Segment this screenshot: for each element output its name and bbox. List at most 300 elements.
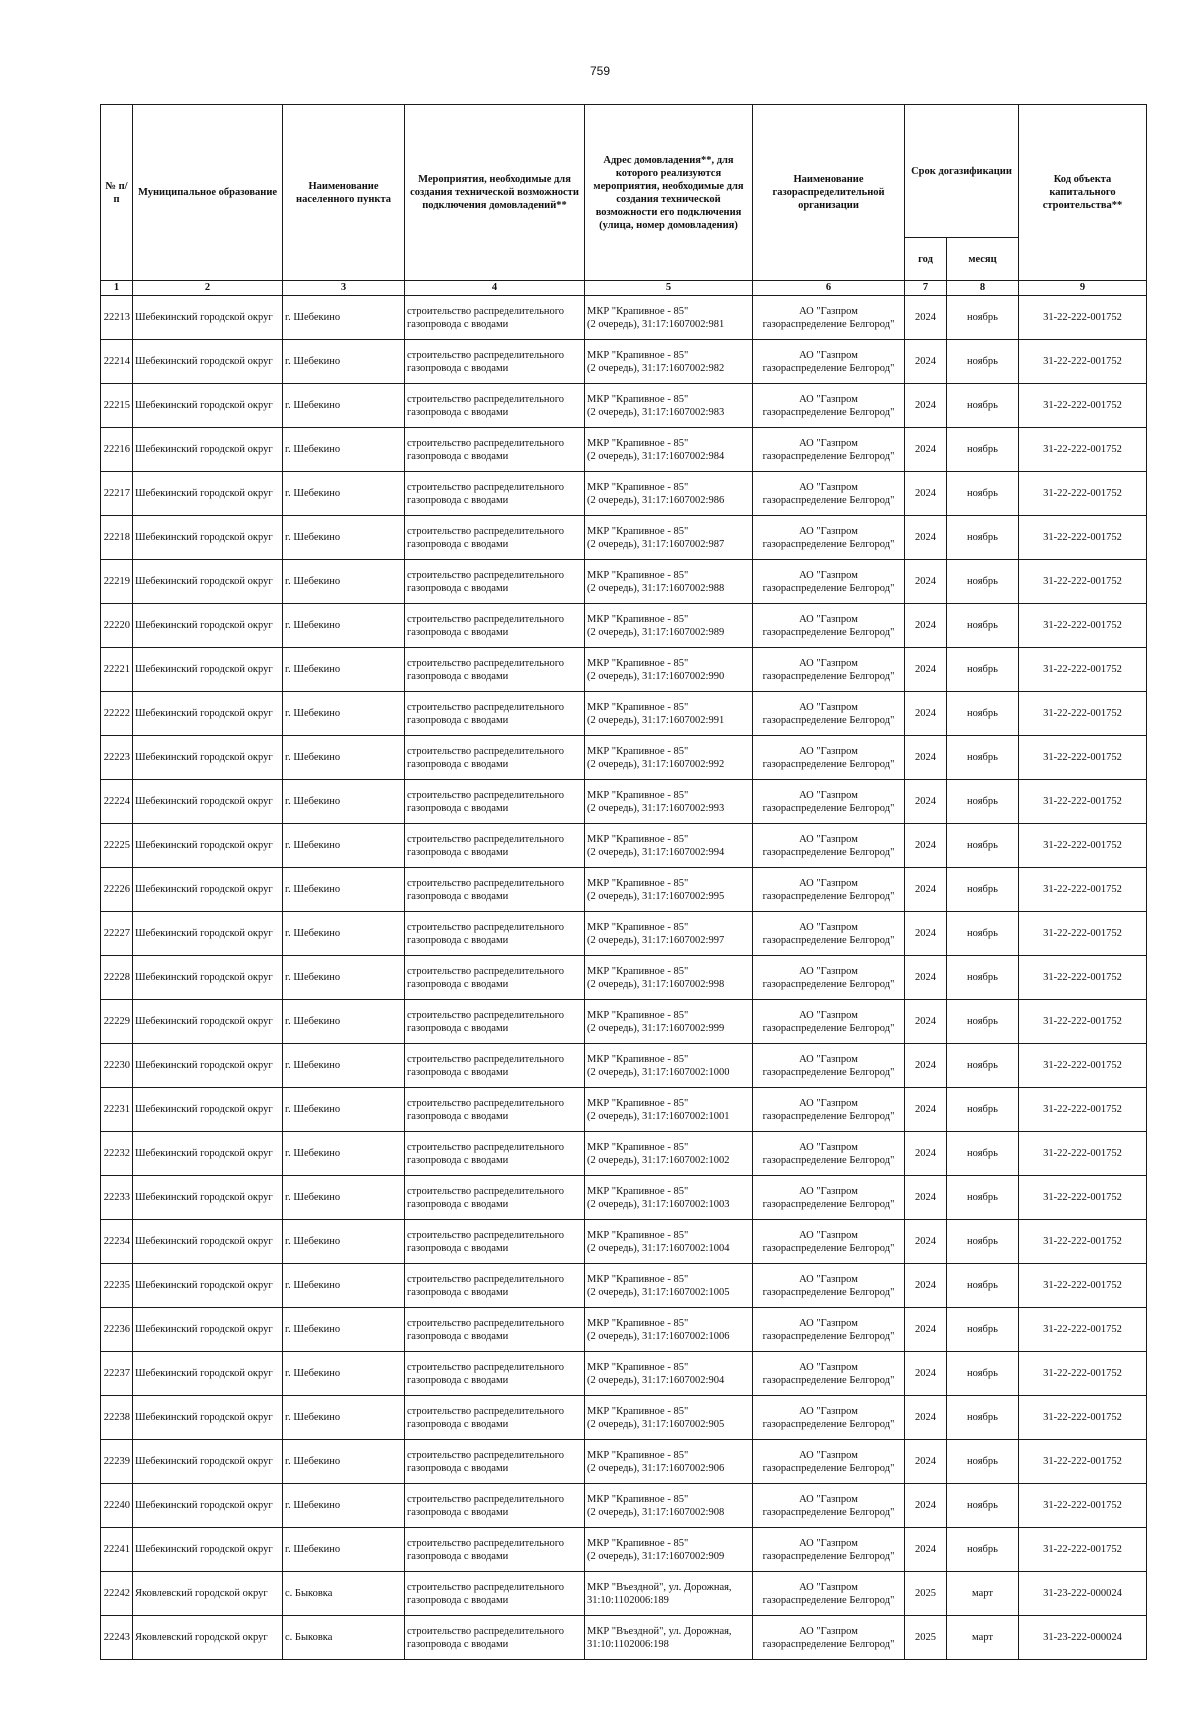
cell-measures-text: строительство распределительного газопровода с вводами — [407, 701, 565, 726]
cell-year — [905, 1264, 947, 1308]
cell-month-text: ноябрь — [967, 576, 998, 587]
cell-year-text: 2024 — [915, 444, 936, 455]
cell-code-text: 31-22-222-001752 — [1043, 708, 1122, 719]
cell-address-text: МКР "Крапивное - 85" — [587, 1141, 689, 1153]
cell-address-text: (2 очередь), 31:17:1607002:1000 — [587, 1066, 730, 1078]
cell-municipality — [133, 296, 283, 340]
cell-address — [585, 1572, 753, 1616]
cell-code-text: 31-22-222-001752 — [1043, 972, 1122, 983]
cell-address-text: 31:10:1102006:198 — [587, 1638, 669, 1650]
cell-organization-text: газораспределение Белгород" — [762, 714, 895, 726]
cell-month — [947, 868, 1019, 912]
cell-address-text: (2 очередь), 31:17:1607002:992 — [587, 758, 725, 770]
cell-municipality — [133, 1352, 283, 1396]
cell-year-text: 2024 — [915, 620, 936, 631]
cell-address — [585, 824, 753, 868]
cell-municipality-text: Шебекинский городской округ — [135, 972, 273, 983]
cell-organization-text: АО "Газпром — [799, 1273, 858, 1285]
cell-month — [947, 340, 1019, 384]
cell-organization-text: АО "Газпром — [799, 789, 858, 801]
cell-address — [585, 340, 753, 384]
cell-month-text: ноябрь — [967, 1368, 998, 1379]
cell-municipality-text: Шебекинский городской округ — [135, 1368, 273, 1379]
cell-settlement — [283, 1264, 405, 1308]
cell-number — [101, 736, 133, 780]
cell-settlement — [283, 340, 405, 384]
cell-municipality-text: Шебекинский городской округ — [135, 664, 273, 675]
cell-organization-text: газораспределение Белгород" — [762, 626, 895, 638]
table-row — [101, 1044, 1147, 1088]
cell-year — [905, 692, 947, 736]
cell-month — [947, 1528, 1019, 1572]
cell-code — [1019, 692, 1147, 736]
cell-organization-text: АО "Газпром — [799, 305, 858, 317]
cell-organization-text: газораспределение Белгород" — [762, 538, 895, 550]
cell-address-text: МКР "Крапивное - 85" — [587, 1185, 689, 1197]
cell-organization — [753, 1088, 905, 1132]
cell-measures-text: строительство распределительного газопровода с вводами — [407, 437, 565, 462]
cell-municipality-text: Шебекинский городской округ — [135, 1016, 273, 1027]
table-row — [101, 1616, 1147, 1660]
cell-settlement-text: г. Шебекино — [285, 1412, 341, 1423]
cell-month-text: ноябрь — [967, 1544, 998, 1555]
cell-number-text: 22227 — [103, 928, 130, 939]
cell-measures — [405, 1176, 585, 1220]
cell-year-text: 2025 — [915, 1588, 936, 1599]
cell-measures — [405, 780, 585, 824]
cell-number-text: 22243 — [103, 1632, 130, 1643]
cell-address — [585, 560, 753, 604]
cell-number — [101, 1396, 133, 1440]
cell-year-text: 2024 — [915, 664, 936, 675]
cell-code-text: 31-22-222-001752 — [1043, 884, 1122, 895]
cell-address-text: МКР "Крапивное - 85" — [587, 481, 689, 493]
cell-number-text: 22236 — [103, 1324, 130, 1335]
cell-municipality — [133, 824, 283, 868]
cell-settlement — [283, 912, 405, 956]
cell-address-text: (2 очередь), 31:17:1607002:1003 — [587, 1198, 730, 1210]
cell-settlement — [283, 1088, 405, 1132]
cell-year — [905, 1000, 947, 1044]
cell-settlement-text: г. Шебекино — [285, 1148, 341, 1159]
cell-organization-text: газораспределение Белгород" — [762, 890, 895, 902]
cell-address — [585, 1088, 753, 1132]
cell-number — [101, 428, 133, 472]
cell-code-text: 31-23-222-000024 — [1043, 1632, 1122, 1643]
cell-measures-text: строительство распределительного газопровода с вводами — [407, 1229, 565, 1254]
cell-year-text: 2024 — [915, 1324, 936, 1335]
cell-settlement — [283, 1484, 405, 1528]
cell-code — [1019, 868, 1147, 912]
cell-address-text: МКР "Крапивное - 85" — [587, 921, 689, 933]
cell-month-text: ноябрь — [967, 796, 998, 807]
cell-organization — [753, 1440, 905, 1484]
cell-code — [1019, 1572, 1147, 1616]
table-row — [101, 692, 1147, 736]
cell-address-text: (2 очередь), 31:17:1607002:987 — [587, 538, 725, 550]
cell-number — [101, 1220, 133, 1264]
cell-measures-text: строительство распределительного газопровода с вводами — [407, 1361, 565, 1386]
table-row — [101, 472, 1147, 516]
cell-municipality — [133, 1440, 283, 1484]
cell-number — [101, 560, 133, 604]
cell-month-text: ноябрь — [967, 620, 998, 631]
cell-address-text: МКР "Крапивное - 85" — [587, 1097, 689, 1109]
cell-year-text: 2024 — [915, 400, 936, 411]
cell-settlement — [283, 1220, 405, 1264]
cell-settlement-text: г. Шебекино — [285, 1060, 341, 1071]
cell-measures-text: строительство распределительного газопровода с вводами — [407, 745, 565, 770]
cell-month — [947, 1572, 1019, 1616]
cell-code-text: 31-22-222-001752 — [1043, 1280, 1122, 1291]
cell-municipality — [133, 912, 283, 956]
cell-organization-text: АО "Газпром — [799, 833, 858, 845]
cell-municipality-text: Яковлевский городской округ — [135, 1588, 268, 1599]
cell-month-text: ноябрь — [967, 1500, 998, 1511]
cell-address — [585, 1176, 753, 1220]
cell-address — [585, 1440, 753, 1484]
cell-year — [905, 1308, 947, 1352]
cell-code-text: 31-22-222-001752 — [1043, 532, 1122, 543]
cell-month — [947, 296, 1019, 340]
cell-municipality-text: Шебекинский городской округ — [135, 1060, 273, 1071]
cell-month — [947, 1440, 1019, 1484]
cell-organization-text: газораспределение Белгород" — [762, 1594, 895, 1606]
cell-measures-text: строительство распределительного газопровода с вводами — [407, 481, 565, 506]
cell-settlement — [283, 736, 405, 780]
cell-address-text: (2 очередь), 31:17:1607002:1004 — [587, 1242, 730, 1254]
cell-number — [101, 1044, 133, 1088]
column-number-row — [101, 281, 1147, 296]
cell-settlement-text: г. Шебекино — [285, 488, 341, 499]
cell-settlement-text: г. Шебекино — [285, 444, 341, 455]
cell-measures-text: строительство распределительного газопровода с вводами — [407, 1581, 565, 1606]
cell-number — [101, 868, 133, 912]
cell-address-text: МКР "Крапивное - 85" — [587, 657, 689, 669]
cell-measures-text: строительство распределительного газопровода с вводами — [407, 525, 565, 550]
cell-organization-text: АО "Газпром — [799, 701, 858, 713]
cell-measures-text: строительство распределительного газопровода с вводами — [407, 1537, 565, 1562]
cell-measures-text: строительство распределительного газопровода с вводами — [407, 1097, 565, 1122]
cell-code — [1019, 1088, 1147, 1132]
cell-month — [947, 560, 1019, 604]
table-row — [101, 648, 1147, 692]
cell-code-text: 31-22-222-001752 — [1043, 356, 1122, 367]
cell-settlement — [283, 780, 405, 824]
cell-settlement-text: г. Шебекино — [285, 620, 341, 631]
cell-municipality — [133, 384, 283, 428]
header-code: Код объекта капитального строительства** — [1019, 105, 1147, 281]
table-row — [101, 1352, 1147, 1396]
cell-municipality-text: Шебекинский городской округ — [135, 1104, 273, 1115]
cell-address — [585, 384, 753, 428]
cell-organization-text: АО "Газпром — [799, 1009, 858, 1021]
cell-address-text: МКР "Въездной", ул. Дорожная, — [587, 1581, 732, 1593]
cell-measures-text: строительство распределительного газопровода с вводами — [407, 877, 565, 902]
cell-year-text: 2024 — [915, 796, 936, 807]
cell-year — [905, 1352, 947, 1396]
cell-address-text: (2 очередь), 31:17:1607002:1006 — [587, 1330, 730, 1342]
cell-municipality — [133, 1000, 283, 1044]
cell-month-text: ноябрь — [967, 1148, 998, 1159]
cell-municipality — [133, 472, 283, 516]
cell-code — [1019, 1264, 1147, 1308]
cell-measures — [405, 868, 585, 912]
table-row — [101, 780, 1147, 824]
cell-code-text: 31-22-222-001752 — [1043, 312, 1122, 323]
cell-address-text: МКР "Крапивное - 85" — [587, 1229, 689, 1241]
table-row — [101, 560, 1147, 604]
cell-address-text: МКР "Крапивное - 85" — [587, 745, 689, 757]
cell-year-text: 2024 — [915, 576, 936, 587]
cell-organization-text: газораспределение Белгород" — [762, 1462, 895, 1474]
cell-measures — [405, 516, 585, 560]
cell-year-text: 2024 — [915, 752, 936, 763]
cell-month — [947, 1264, 1019, 1308]
cell-code-text: 31-22-222-001752 — [1043, 1192, 1122, 1203]
cell-address-text: МКР "Въездной", ул. Дорожная, — [587, 1625, 732, 1637]
cell-settlement-text: г. Шебекино — [285, 532, 341, 543]
cell-address-text: (2 очередь), 31:17:1607002:998 — [587, 978, 725, 990]
cell-number-text: 22232 — [103, 1148, 130, 1159]
cell-organization-text: АО "Газпром — [799, 1317, 858, 1329]
cell-organization-text: АО "Газпром — [799, 481, 858, 493]
table-row — [101, 516, 1147, 560]
cell-municipality-text: Шебекинский городской округ — [135, 884, 273, 895]
column-number: 6 — [753, 281, 905, 296]
cell-number — [101, 1308, 133, 1352]
cell-organization-text: АО "Газпром — [799, 525, 858, 537]
cell-measures-text: строительство распределительного газопровода с вводами — [407, 1449, 565, 1474]
cell-measures — [405, 912, 585, 956]
cell-organization — [753, 868, 905, 912]
cell-address — [585, 868, 753, 912]
cell-number-text: 22238 — [103, 1412, 130, 1423]
header-month: месяц — [947, 238, 1019, 281]
cell-year-text: 2024 — [915, 884, 936, 895]
cell-address-text: (2 очередь), 31:17:1607002:997 — [587, 934, 725, 946]
cell-municipality — [133, 956, 283, 1000]
cell-month-text: ноябрь — [967, 1412, 998, 1423]
cell-year-text: 2024 — [915, 1500, 936, 1511]
cell-month — [947, 604, 1019, 648]
cell-month-text: ноябрь — [967, 1016, 998, 1027]
cell-address — [585, 912, 753, 956]
cell-year — [905, 604, 947, 648]
cell-year-text: 2024 — [915, 1060, 936, 1071]
cell-address — [585, 1264, 753, 1308]
cell-number-text: 22220 — [103, 620, 130, 631]
cell-measures-text: строительство распределительного газопровода с вводами — [407, 1317, 565, 1342]
cell-code-text: 31-22-222-001752 — [1043, 796, 1122, 807]
cell-measures-text: строительство распределительного газопровода с вводами — [407, 305, 565, 330]
cell-number-text: 22230 — [103, 1060, 130, 1071]
cell-number — [101, 1132, 133, 1176]
cell-code-text: 31-22-222-001752 — [1043, 620, 1122, 631]
cell-month-text: ноябрь — [967, 840, 998, 851]
cell-settlement — [283, 956, 405, 1000]
cell-address-text: МКР "Крапивное - 85" — [587, 305, 689, 317]
cell-month-text: ноябрь — [967, 972, 998, 983]
cell-code — [1019, 604, 1147, 648]
cell-number — [101, 604, 133, 648]
cell-municipality — [133, 560, 283, 604]
cell-municipality-text: Шебекинский городской округ — [135, 444, 273, 455]
cell-municipality — [133, 1484, 283, 1528]
table-row — [101, 956, 1147, 1000]
cell-organization-text: газораспределение Белгород" — [762, 978, 895, 990]
cell-code-text: 31-22-222-001752 — [1043, 1148, 1122, 1159]
cell-month-text: ноябрь — [967, 1104, 998, 1115]
cell-settlement — [283, 1352, 405, 1396]
cell-organization-text: газораспределение Белгород" — [762, 494, 895, 506]
cell-code — [1019, 340, 1147, 384]
cell-year — [905, 1440, 947, 1484]
cell-settlement-text: г. Шебекино — [285, 884, 341, 895]
cell-organization — [753, 340, 905, 384]
cell-address-text: (2 очередь), 31:17:1607002:908 — [587, 1506, 725, 1518]
cell-code-text: 31-22-222-001752 — [1043, 576, 1122, 587]
cell-year — [905, 296, 947, 340]
cell-code — [1019, 1044, 1147, 1088]
table-row — [101, 1440, 1147, 1484]
cell-organization-text: газораспределение Белгород" — [762, 802, 895, 814]
cell-organization — [753, 1132, 905, 1176]
cell-organization-text: АО "Газпром — [799, 1361, 858, 1373]
cell-code — [1019, 1176, 1147, 1220]
cell-organization — [753, 1176, 905, 1220]
cell-organization-text: газораспределение Белгород" — [762, 1286, 895, 1298]
cell-organization-text: АО "Газпром — [799, 1141, 858, 1153]
cell-month — [947, 1352, 1019, 1396]
table-row — [101, 824, 1147, 868]
table-row — [101, 340, 1147, 384]
cell-measures — [405, 1000, 585, 1044]
cell-measures — [405, 340, 585, 384]
cell-settlement — [283, 1616, 405, 1660]
cell-month — [947, 1616, 1019, 1660]
cell-settlement-text: г. Шебекино — [285, 1192, 341, 1203]
column-number: 1 — [101, 281, 133, 296]
cell-number-text: 22217 — [103, 488, 130, 499]
cell-address-text: МКР "Крапивное - 85" — [587, 1361, 689, 1373]
cell-address — [585, 956, 753, 1000]
cell-year — [905, 1044, 947, 1088]
cell-month-text: ноябрь — [967, 884, 998, 895]
header-num: № п/п — [101, 105, 133, 281]
cell-measures — [405, 1308, 585, 1352]
cell-municipality-text: Шебекинский городской округ — [135, 1324, 273, 1335]
cell-month — [947, 1088, 1019, 1132]
cell-number-text: 22224 — [103, 796, 130, 807]
cell-measures — [405, 1440, 585, 1484]
cell-month-text: ноябрь — [967, 752, 998, 763]
cell-number — [101, 648, 133, 692]
cell-address — [585, 1396, 753, 1440]
cell-address — [585, 1132, 753, 1176]
cell-settlement-text: с. Быковка — [285, 1632, 333, 1643]
cell-organization — [753, 1572, 905, 1616]
cell-organization-text: газораспределение Белгород" — [762, 758, 895, 770]
table-header — [101, 105, 1147, 296]
table-row — [101, 1000, 1147, 1044]
cell-settlement-text: г. Шебекино — [285, 840, 341, 851]
cell-number — [101, 296, 133, 340]
cell-month — [947, 1220, 1019, 1264]
cell-organization-text: АО "Газпром — [799, 1581, 858, 1593]
cell-code-text: 31-22-222-001752 — [1043, 1544, 1122, 1555]
cell-year — [905, 648, 947, 692]
cell-measures-text: строительство распределительного газопровода с вводами — [407, 613, 565, 638]
cell-month — [947, 956, 1019, 1000]
cell-address-text: МКР "Крапивное - 85" — [587, 349, 689, 361]
cell-number — [101, 692, 133, 736]
cell-organization — [753, 516, 905, 560]
cell-organization-text: газораспределение Белгород" — [762, 362, 895, 374]
table-row — [101, 1176, 1147, 1220]
cell-month — [947, 1484, 1019, 1528]
cell-organization-text: газораспределение Белгород" — [762, 1374, 895, 1386]
cell-organization-text: АО "Газпром — [799, 1185, 858, 1197]
cell-municipality — [133, 604, 283, 648]
cell-municipality — [133, 648, 283, 692]
cell-year-text: 2024 — [915, 312, 936, 323]
header-settlement: Наименование населенного пункта — [283, 105, 405, 281]
cell-municipality-text: Шебекинский городской округ — [135, 796, 273, 807]
cell-measures — [405, 604, 585, 648]
cell-month-text: ноябрь — [967, 400, 998, 411]
cell-municipality — [133, 1220, 283, 1264]
cell-month — [947, 1396, 1019, 1440]
column-number: 7 — [905, 281, 947, 296]
cell-settlement-text: г. Шебекино — [285, 1324, 341, 1335]
cell-code — [1019, 1308, 1147, 1352]
cell-year — [905, 868, 947, 912]
cell-organization-text: АО "Газпром — [799, 437, 858, 449]
cell-year-text: 2024 — [915, 1148, 936, 1159]
cell-number — [101, 1572, 133, 1616]
cell-number — [101, 1264, 133, 1308]
cell-year-text: 2024 — [915, 1456, 936, 1467]
cell-address-text: (2 очередь), 31:17:1607002:988 — [587, 582, 725, 594]
cell-organization — [753, 1396, 905, 1440]
cell-number-text: 22235 — [103, 1280, 130, 1291]
cell-measures-text: строительство распределительного газопровода с вводами — [407, 1009, 565, 1034]
cell-measures-text: строительство распределительного газопровода с вводами — [407, 965, 565, 990]
cell-organization-text: газораспределение Белгород" — [762, 1242, 895, 1254]
table-row — [101, 1572, 1147, 1616]
cell-municipality — [133, 1044, 283, 1088]
cell-municipality — [133, 1528, 283, 1572]
table-row — [101, 1132, 1147, 1176]
cell-organization-text: газораспределение Белгород" — [762, 1550, 895, 1562]
table-row — [101, 1396, 1147, 1440]
cell-organization — [753, 428, 905, 472]
cell-code-text: 31-22-222-001752 — [1043, 444, 1122, 455]
cell-number — [101, 340, 133, 384]
cell-number-text: 22237 — [103, 1368, 130, 1379]
header-organization: Наименование газораспределительной организации — [753, 105, 905, 281]
cell-municipality — [133, 428, 283, 472]
cell-month — [947, 736, 1019, 780]
cell-organization — [753, 1528, 905, 1572]
cell-month-text: март — [972, 1632, 993, 1643]
cell-year — [905, 560, 947, 604]
table-row — [101, 912, 1147, 956]
cell-settlement-text: г. Шебекино — [285, 312, 341, 323]
cell-organization — [753, 1484, 905, 1528]
cell-code-text: 31-22-222-001752 — [1043, 1324, 1122, 1335]
